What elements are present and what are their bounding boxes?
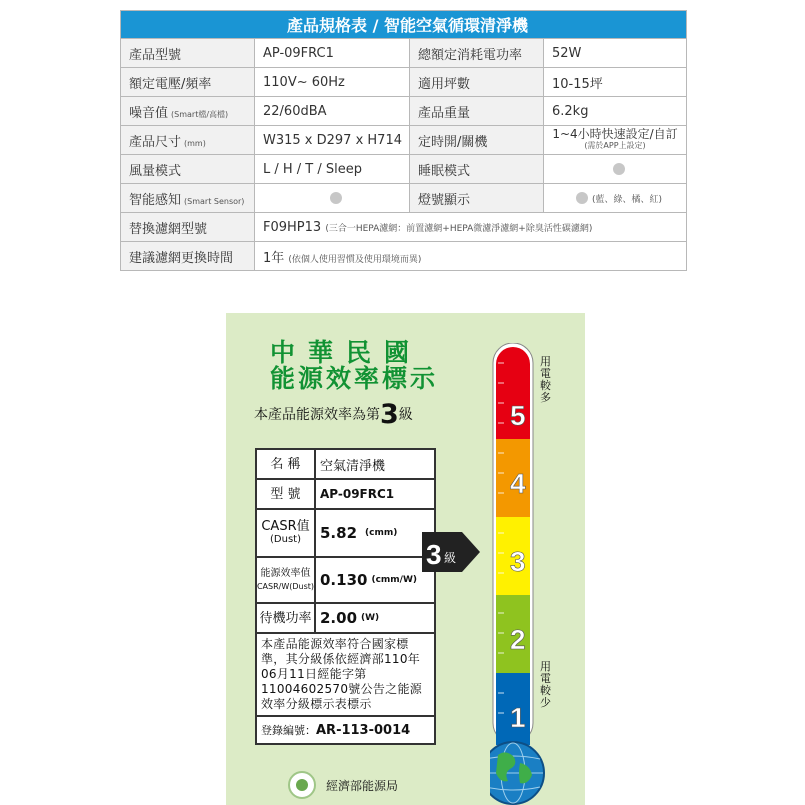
arrow-grade-number: 3 [426,539,442,570]
info-value: AP-09FRC1 [320,487,395,501]
less-power-label: 用電較少 [540,660,551,709]
info-value: 0.130 (cmm/W) [320,571,417,589]
compliance-statement: 本產品能源效率符合國家標準，其分級係依經濟部110年06月11日經能字第11004602570號公告之能源效率分級標示表標示 [257,634,434,717]
spec-value: 22/60dBA [255,97,410,126]
info-key: 待機功率 [257,604,316,632]
feature-dot-icon [330,192,342,204]
efficiency-thermometer [490,343,554,805]
spec-label: 定時開/關機 [410,126,544,155]
spec-label: 風量模式 [121,155,255,184]
spec-value: 1年 (依個人使用習慣及使用環境而異) [255,242,687,271]
spec-value: 52W [544,39,687,68]
label-info-box [255,448,436,745]
spec-value: F09HP13 (三合一HEPA濾網：前置濾網+HEPA微濾淨濾網+除臭活性碳濾網) [255,213,687,242]
feature-dot-icon [576,192,588,204]
more-power-label: 用電較多 [540,355,551,404]
info-value: 空氣清淨機 [320,458,386,474]
table-row [121,39,687,68]
label-title: 中華民國 [270,338,423,367]
spec-label: 燈號顯示 [410,184,544,213]
feature-dot-icon [613,163,625,175]
energy-label [226,313,585,805]
spec-label: 建議濾網更換時間 [121,242,255,271]
grade-statement: 本產品能源效率為第3級 [254,399,413,430]
spec-label: 智能感知 (Smart Sensor) [121,184,255,213]
spec-label: 產品重量 [410,97,544,126]
registration-number: 登錄編號：AR-113-0014 [261,723,411,738]
info-row [257,510,434,558]
table-row [121,184,687,213]
spec-value [544,155,687,184]
spec-value: 110V~ 60Hz [255,68,410,97]
table-row [121,97,687,126]
info-key: CASR值 (Dust) [257,510,316,556]
info-row [257,450,434,480]
grade-arrow [422,526,482,578]
level-5-number: 5 [510,400,526,431]
table-row [121,242,687,271]
info-key: 能源效率值 CASR/W(Dust) [257,558,316,602]
info-row [257,604,434,634]
spec-table [120,10,687,271]
level-4-number: 4 [510,468,526,499]
bureau-logo-icon [288,771,316,799]
spec-value: (藍、綠、橘、紅) [544,184,687,213]
info-value: 5.82 (cmm) [320,524,398,542]
spec-title: 產品規格表 / 智能空氣循環清淨機 [121,11,687,39]
level-2-number: 2 [510,624,526,655]
arrow-grade-unit: 級 [444,551,457,565]
info-value: 2.00 (W) [320,609,380,627]
info-key: 名 稱 [257,450,316,478]
level-3-number: 3 [510,546,526,577]
spec-label: 替換濾網型號 [121,213,255,242]
table-row [121,68,687,97]
energy-bureau [288,771,398,799]
spec-label: 產品型號 [121,39,255,68]
level-1-number: 1 [510,702,526,733]
spec-label: 噪音值 (Smart檔/高檔) [121,97,255,126]
spec-value [255,184,410,213]
spec-value: 1~4小時快速設定/自訂 (需於APP上設定) [544,126,687,155]
table-row [121,155,687,184]
table-row [121,213,687,242]
spec-value: AP-09FRC1 [255,39,410,68]
spec-label: 總額定消耗電功率 [410,39,544,68]
table-row [121,126,687,155]
spec-label: 睡眠模式 [410,155,544,184]
info-key: 型 號 [257,480,316,508]
spec-label: 產品尺寸 (mm) [121,126,255,155]
spec-label: 適用坪數 [410,68,544,97]
label-subtitle: 能源效率標示 [270,364,439,393]
info-row [257,558,434,604]
spec-value: W315 x D297 x H714 [255,126,410,155]
spec-label: 額定電壓/頻率 [121,68,255,97]
spec-value: L / H / T / Sleep [255,155,410,184]
spec-value: 10-15坪 [544,68,687,97]
spec-value: 6.2kg [544,97,687,126]
info-row [257,480,434,510]
bureau-name: 經濟部能源局 [326,778,399,793]
